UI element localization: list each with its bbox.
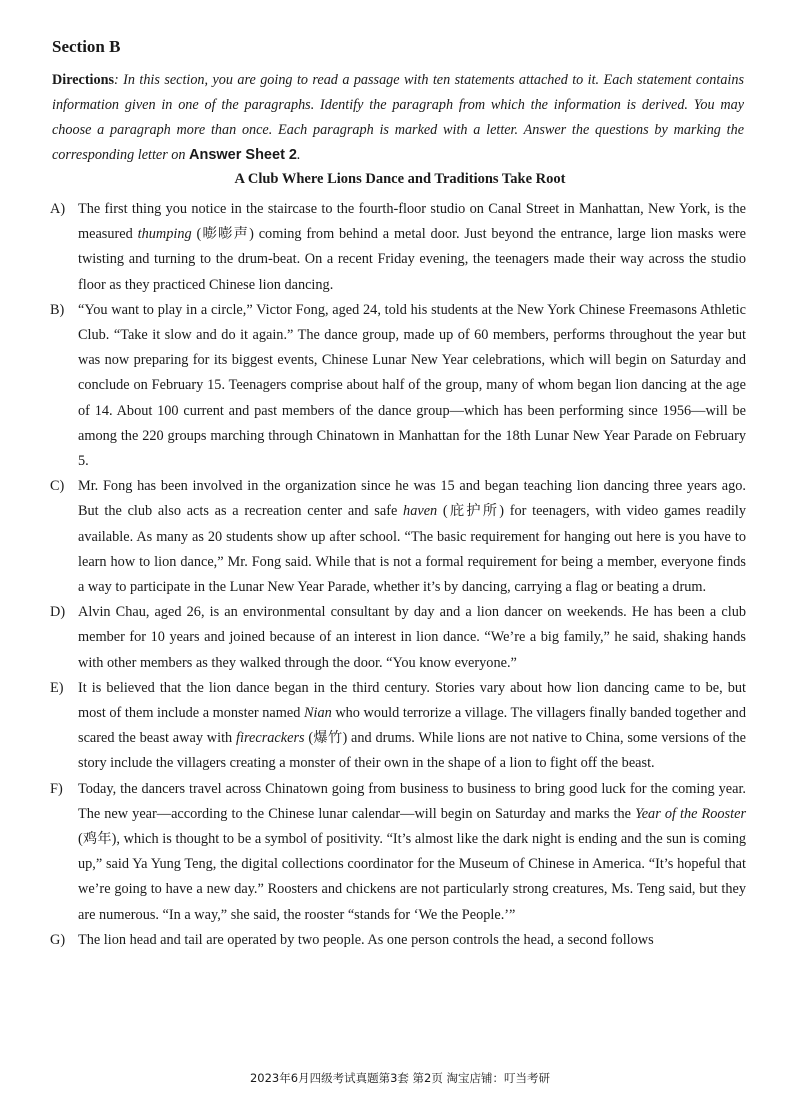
paragraph-a — [50, 197, 746, 298]
directions-label: Directions — [52, 72, 114, 88]
page-footer: 2023年6月四级考试真题第3套 第2页 淘宝店铺：叮当考研 — [249, 1071, 551, 1085]
paragraph-text: The lion head and tail are operated by two people. As one person controls the head, a second follows — [78, 931, 654, 948]
directions-block — [52, 68, 744, 168]
section-title: Section B — [52, 37, 121, 56]
paragraph-text: It is believed that the lion dance began in the third century. Stories vary about how lion dancing came to be, but most of them include a monster named — [78, 679, 746, 722]
paragraph-text: (鸡年), which is thought to be a symbol of positivity. “It’s almost like the dark night is ending and the sun is coming up,” said Ya Yung Teng, the digital collections coordinator for the Museum of Chinese in America. “It’s hopeful that we’re going to have a new day.” Roosters and chickens are not particularly strong creatures, Ms. Teng said, but they are numerous. “In a way,” she said, the rooster “stands for ‘We the People.’” — [78, 831, 746, 923]
paragraph-b — [50, 298, 746, 474]
directions-end: . — [297, 147, 301, 163]
paragraph-g — [50, 928, 746, 953]
glossed-term: Nian — [303, 705, 332, 722]
passage-title: A Club Where Lions Dance and Traditions Take Root — [234, 171, 566, 187]
glossed-term: Year of the Rooster — [635, 805, 747, 822]
directions-colon: : — [114, 72, 124, 88]
paragraph-text: (爆竹) and drums. While lions are not native to China, some versions of the story include the villagers creating a monster of their own in the shape of a lion to fight off the beast. — [78, 730, 746, 772]
paragraph-c — [50, 474, 746, 600]
paragraph-text: The first thing you notice in the staircase to the fourth-floor studio on Canal Street in Manhattan, New York, is the measured — [78, 201, 746, 243]
paragraph-f — [50, 777, 746, 928]
paragraph-text: Today, the dancers travel across Chinatown going from business to business to bring good luck for the coming year. The new year—according to the Chinese lunar calendar—will begin on Saturday and marks the — [78, 780, 746, 822]
paragraph-letter: A) — [50, 201, 66, 217]
paragraph-text: (嘭嘭声) coming from behind a metal door. Just beyond the entrance, large lion masks were twisting and turning to the drum-beat. On a recent Friday evening, the teenagers made their way across the studio floor as they practiced Chinese lion dancing. — [78, 226, 746, 293]
paragraph-text: Alvin Chau, aged 26, is an environmental consultant by day and a lion dancer on weekends. He has been a club member for 10 years and joined because of an interest in lion dance. “We’re a big family,” he said, shaking hands with other members as they walked through the door. “You know everyone.” — [78, 604, 746, 671]
directions-text: In this section, you are going to read a passage with ten statements attached to it. Each statement contains information given in one of the paragraphs. Identify the paragraph from which the information is derived. You may choose a paragraph more than once. Each paragraph is marked with a letter. Answer the questions by marking the corresponding letter on — [52, 72, 744, 163]
paragraph-letter: G) — [50, 931, 66, 948]
paragraph-text: “You want to play in a circle,” Victor Fong, aged 24, told his students at the New York Chinese Freemasons Athletic Club. “Take it slow and do it again.” The dance group, made up of 60 members, performs throughout the year but was now preparing for its biggest events, Chinese Lunar New Year celebrations, which will begin on Saturday and conclude on February 15. Teenagers comprise about half of the group, many of whom began lion dancing at the age of 14. About 100 current and past members of the dance group—which has been performing since 1956—will be among the 220 groups marching through Chinatown in Manhattan for the 18th Lunar New Year Parade on February 5. — [78, 301, 746, 470]
glossed-term: thumping — [137, 226, 192, 243]
paragraph-letter: B) — [50, 301, 65, 318]
passage-paragraphs — [50, 197, 746, 953]
paragraph-letter: D) — [50, 604, 66, 621]
paragraph-d — [50, 600, 746, 676]
paragraph-letter: F) — [50, 780, 63, 797]
paragraph-text: (庇护所) for teenagers, with video games readily available. As many as 20 students show up after school. “The basic requirement for hanging out here is you have to learn how to lion dance,” Mr. Fong said. While that is not a formal requirement for being a member, everyone finds a way to participate in the Lunar New Year Parade, whether it’s by dancing, carrying a flag or beating a drum. — [78, 503, 746, 596]
glossed-term: firecrackers — [236, 730, 305, 747]
paragraph-text: who would terrorize a village. The villagers finally banded together and scared the beast away with — [78, 705, 746, 747]
paragraph-letter: C) — [50, 478, 65, 495]
paragraph-text: Mr. Fong has been involved in the organization since he was 15 and began teaching lion dancing three years ago. But the club also acts as a recreation center and safe — [78, 478, 746, 520]
paragraph-e — [50, 676, 746, 777]
paragraph-letter: E) — [50, 679, 64, 696]
glossed-term: haven — [403, 503, 438, 520]
answer-sheet-ref: Answer Sheet 2 — [189, 147, 297, 163]
